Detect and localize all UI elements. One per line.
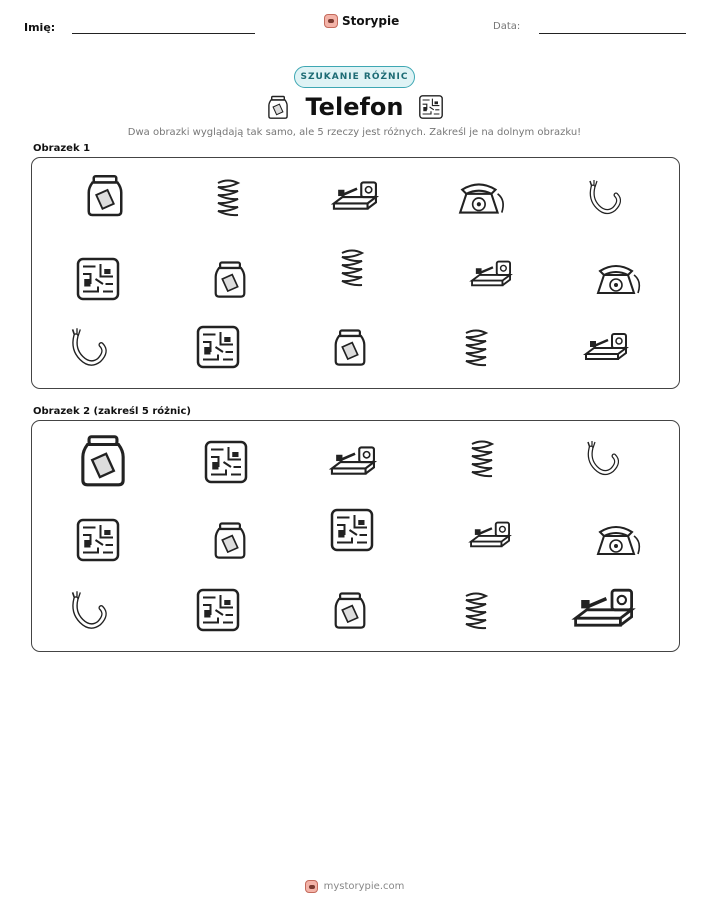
- date-label: Data:: [493, 21, 521, 32]
- cable-icon: [66, 585, 110, 635]
- jar-icon: [208, 515, 252, 565]
- circuit-board-icon: [192, 322, 244, 372]
- jar-icon: [72, 425, 134, 495]
- cable-icon: [582, 433, 622, 483]
- picture-2-panel: [31, 420, 680, 652]
- jar-icon: [328, 322, 372, 372]
- picture-1-panel: [31, 157, 680, 389]
- telegraph-key-icon: [328, 174, 384, 216]
- rotary-phone-icon: [456, 176, 508, 220]
- circuit-board-icon: [192, 585, 244, 635]
- telegraph-key-icon: [464, 515, 518, 553]
- circuit-board-icon: [417, 92, 445, 122]
- cable-icon: [66, 322, 110, 372]
- jar-icon: [264, 92, 292, 122]
- footer: [0, 880, 709, 893]
- circuit-board-icon: [326, 505, 378, 555]
- telegraph-key-icon: [568, 579, 642, 635]
- circuit-board-icon: [72, 515, 124, 565]
- spring-icon: [456, 324, 496, 372]
- telegraph-key-icon: [466, 254, 518, 292]
- jar-icon: [80, 168, 130, 222]
- jar-icon: [208, 254, 252, 304]
- name-label: Imię:: [24, 21, 56, 34]
- picture-2-label: Obrazek 2 (zakreśl 5 różnic): [33, 406, 191, 417]
- circuit-board-icon: [200, 437, 252, 487]
- page-title: Telefon: [305, 93, 404, 121]
- telegraph-key-icon: [326, 439, 382, 481]
- cable-icon: [584, 172, 624, 222]
- instructions-text: Dwa obrazki wyglądają tak samo, ale 5 rzeczy jest różnych. Zakreśl je na dolnym obrazku!: [127, 127, 582, 138]
- brand-name: Storypie: [342, 14, 400, 28]
- worksheet-type-badge: SZUKANIE RÓŻNIC: [294, 66, 415, 88]
- brand-logo: [324, 14, 399, 28]
- name-line[interactable]: [72, 33, 255, 34]
- jar-icon: [328, 585, 372, 635]
- circuit-board-icon: [72, 254, 124, 304]
- picture-1-label: Obrazek 1: [33, 143, 91, 154]
- storypie-logo-icon: [324, 14, 338, 28]
- footer-site-link[interactable]: mystorypie.com: [323, 881, 405, 892]
- telegraph-key-icon: [580, 326, 634, 366]
- spring-icon: [462, 435, 502, 483]
- spring-icon: [208, 174, 248, 222]
- storypie-logo-icon: [305, 880, 318, 893]
- spring-icon: [332, 244, 372, 292]
- title-row: [0, 90, 709, 124]
- rotary-phone-icon: [594, 258, 644, 300]
- spring-icon: [456, 587, 496, 635]
- rotary-phone-icon: [594, 519, 644, 561]
- date-line[interactable]: [539, 33, 686, 34]
